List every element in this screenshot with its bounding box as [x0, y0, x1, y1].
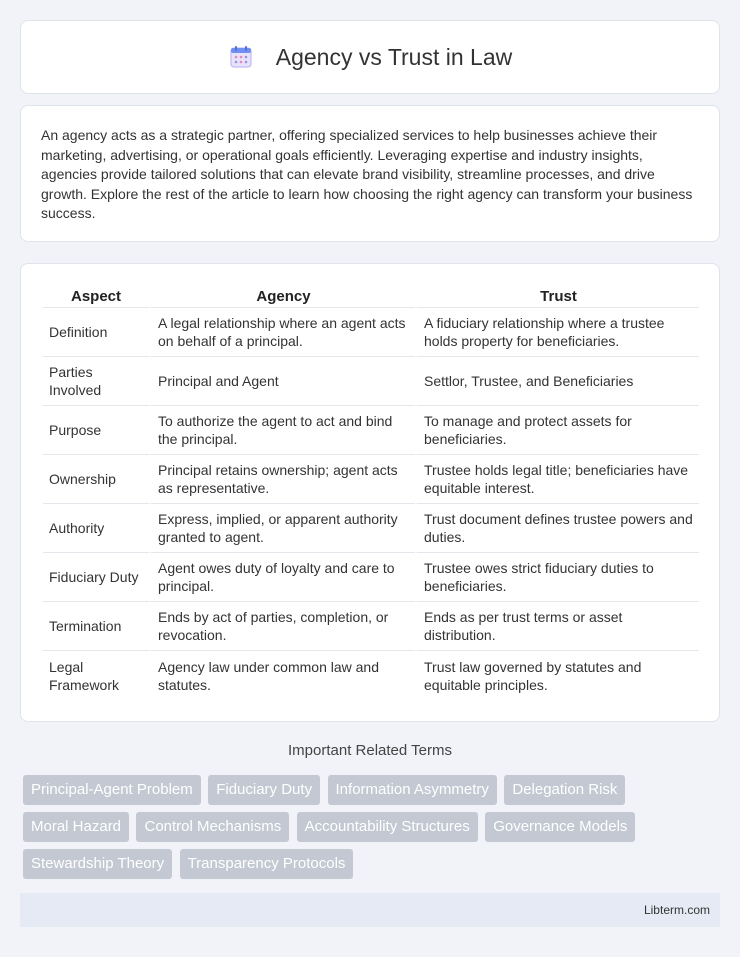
related-term-tag[interactable]: Stewardship Theory [23, 849, 172, 879]
agency-cell: To authorize the agent to act and bind the principal. [149, 406, 415, 455]
related-term-tag[interactable]: Moral Hazard [23, 812, 129, 842]
column-header-aspect: Aspect [43, 284, 149, 308]
trust-cell: Settlor, Trustee, and Beneficiaries [415, 357, 699, 406]
table-row [43, 602, 699, 651]
related-term-tag[interactable]: Governance Models [485, 812, 635, 842]
footer-brand-link[interactable]: Libterm.com [643, 903, 710, 917]
agency-cell: Principal and Agent [149, 357, 415, 406]
related-term-tag[interactable]: Accountability Structures [297, 812, 478, 842]
table-row [43, 308, 699, 357]
agency-cell: Principal retains ownership; agent acts as representative. [149, 455, 415, 504]
related-term-tag[interactable]: Transparency Protocols [180, 849, 354, 879]
aspect-cell: Legal Framework [49, 658, 120, 693]
column-header-agency: Agency [149, 284, 415, 308]
trust-cell: Trust document defines trustee powers and duties. [415, 504, 699, 553]
table-row [43, 553, 699, 602]
table-row [43, 406, 699, 455]
agency-cell: Express, implied, or apparent authority granted to agent. [149, 504, 415, 553]
agency-cell: Agent owes duty of loyalty and care to principal. [149, 553, 415, 602]
related-terms-title: Important Related Terms [288, 742, 452, 759]
aspect-cell: Purpose [43, 406, 149, 455]
table-row [43, 357, 699, 406]
aspect-cell: Parties Involved [43, 357, 149, 406]
table-row [43, 504, 699, 553]
trust-cell: A fiduciary relationship where a trustee holds property for beneficiaries. [415, 308, 699, 357]
page-title: Agency vs Trust in Law [275, 43, 513, 70]
intro-text: An agency acts as a strategic partner, offering specialized services to help businesses achieve their marketing, advertising, or operational goals efficiently. Leveraging expertise and industry insights, agencies provide tailored solutions that can elevate brand visibility, streamline processes, and drive growth. Explore the rest of the article to learn how choosing the right agency can transform your business success. [41, 127, 693, 221]
trust-cell: Trustee holds legal title; beneficiaries have equitable interest. [415, 455, 699, 504]
calendar-icon [228, 44, 254, 70]
aspect-cell: Definition [43, 308, 149, 357]
aspect-cell: Ownership [43, 455, 149, 504]
trust-cell: Ends as per trust terms or asset distribution. [415, 602, 699, 651]
header-card [20, 20, 720, 94]
related-term-tag[interactable]: Fiduciary Duty [208, 775, 320, 805]
aspect-cell: Termination [43, 602, 149, 651]
aspect-cell: Fiduciary Duty [43, 553, 149, 602]
trust-cell: Trustee owes strict fiduciary duties to beneficiaries. [415, 553, 699, 602]
trust-cell: Trust law governed by statutes and equitable principles. [415, 651, 699, 700]
comparison-table-card [20, 263, 720, 722]
intro-card [20, 105, 720, 242]
agency-cell: Ends by act of parties, completion, or revocation. [149, 602, 415, 651]
related-terms-list [23, 775, 723, 886]
footer [20, 893, 720, 927]
related-term-tag[interactable]: Delegation Risk [504, 775, 625, 805]
related-term-tag[interactable]: Information Asymmetry [328, 775, 497, 805]
comparison-table [43, 284, 699, 700]
related-term-tag[interactable]: Principal-Agent Problem [23, 775, 201, 805]
agency-cell: Agency law under common law and statutes. [149, 651, 415, 700]
table-header-row [43, 284, 699, 308]
column-header-trust: Trust [415, 284, 699, 308]
trust-cell: To manage and protect assets for beneficiaries. [415, 406, 699, 455]
agency-cell: A legal relationship where an agent acts on behalf of a principal. [149, 308, 415, 357]
related-term-tag[interactable]: Control Mechanisms [136, 812, 289, 842]
table-row [43, 455, 699, 504]
table-row [43, 651, 699, 700]
aspect-cell: Authority [43, 504, 149, 553]
